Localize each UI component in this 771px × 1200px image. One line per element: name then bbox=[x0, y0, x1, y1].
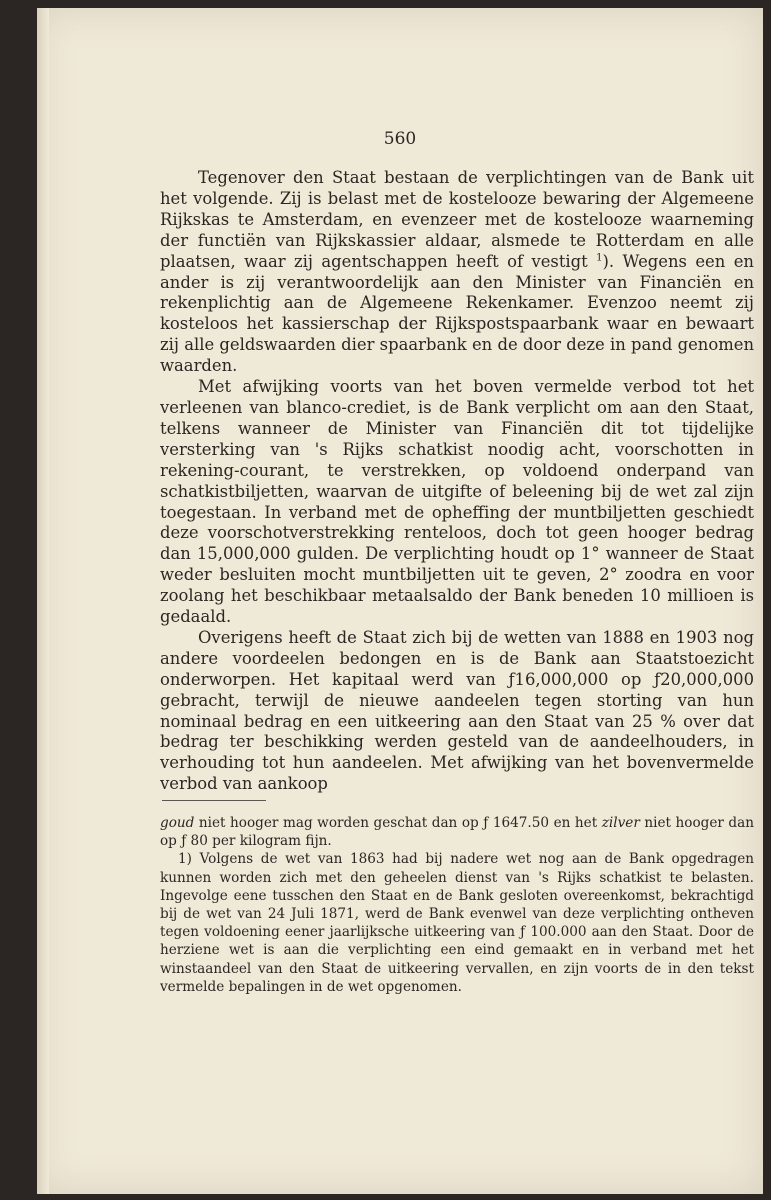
paragraph-advances: Met afwijking voorts van het boven vermelde verbod tot het verleenen van blanco-crediet, is de Bank verplicht om aan den Staat, telkens wanneer de Minister van Financiën dit tot tijdelijke versterking van 's Rijks schatkist noodig acht, voorschotten in rekening-courant, te verstrekken, op voldoend onderpand van schatkistbiljetten, waarvan de uitgifte of beleening bij de wet zal zijn toegestaan. In verband met de opheffing der muntbiljetten geschiedt deze voorschotverstrekking renteloos, doch tot geen hooger bedrag dan 15,000,000 gulden. De verplichting houdt op 1° wanneer de Staat weder besluiten mocht muntbiljetten uit te geven, 2° zoodra en voor zoolang het beschikbaar metaalsaldo der Bank beneden 10 millioen is gedaald. bbox=[160, 377, 754, 627]
footnote-text: niet hooger mag worden geschat dan op ƒ 1647.50 en het bbox=[198, 815, 598, 831]
book-page bbox=[37, 8, 763, 1194]
paragraph-text: Tegenover den Staat bestaan de verplichtingen van de Bank uit het volgende. Zij is belast met de kostelooze bewaring der Algemeene Rijkskas te Amsterdam, en evenzeer met de kostelooze waarneming der functiën van Rijkskassier aldaar, alsmede te Rotterdam en alle plaatsen, waar zij agentschappen heeft of vestigt bbox=[160, 168, 754, 271]
footnote-italic-zilver: zilver bbox=[601, 815, 640, 831]
footnote-reference: 1 bbox=[596, 252, 603, 264]
paragraph-capital: Overigens heeft de Staat zich bij de wetten van 1888 en 1903 nog andere voordeelen bedongen en is de Bank aan Staatstoezicht onderworpen. Het kapitaal werd van ƒ16,000,000 op ƒ20,000,000 gebracht, terwijl de nieuwe aandeelen tegen storting van hun nominaal bedrag en een uitkeering aan den Staat van 25 % over dat bedrag ter beschikking werden gesteld van de aandeelhouders, in verhouding tot hun aandeelen. Met afwijking van het bovenvermelde verbod van aankoop bbox=[160, 627, 754, 794]
footnote-1-mark: 1) bbox=[178, 851, 192, 868]
footnote-continuation bbox=[160, 814, 754, 850]
footnote-italic-goud: goud bbox=[160, 815, 195, 831]
page-gutter-shadow bbox=[37, 8, 49, 1194]
footnote-1-text: Volgens de wet van 1863 had bij nadere wet nog aan de Bank opgedragen kunnen worden zich met den geheelen dienst van 's Rijks schatkist te belasten. Ingevolge eene tusschen den Staat en de Bank gesloten overeenkomst, bekrachtigd bij de wet van 24 Juli 1871, werd de Bank evenwel van deze verplichting ontheven tegen voldoening eener jaarlijksche uitkeering van ƒ 100.000 aan den Staat. Door de herziene wet is aan die verplichting een eind gemaakt en in verband met het winstaandeel van den Staat de uitkeering vervallen, en zijn voorts de in den tekst vermelde bepalingen in de wet opgenomen. bbox=[160, 851, 754, 995]
footnotes bbox=[160, 814, 754, 996]
body-text bbox=[160, 168, 754, 795]
paragraph-text-continued: ). Wegens een en ander is zij verantwoordelijk aan den Minister van Financiën en rekenplichtig aan de Algemeene Rekenkamer. Evenzoo neemt zij kosteloos het kassierschap der Rijkspostspaarbank waar en bewaart zij alle geldswaarden dier spaarbank en de door deze in pand genomen waarden. bbox=[160, 251, 754, 376]
footnote-text-end: niet hooger dan op ƒ 80 per kilogram fijn. bbox=[160, 815, 754, 850]
footnote-1 bbox=[160, 850, 754, 996]
footnote-divider bbox=[162, 800, 266, 801]
paragraph-bank-obligations bbox=[160, 168, 754, 377]
page-number: 560 bbox=[383, 129, 417, 149]
